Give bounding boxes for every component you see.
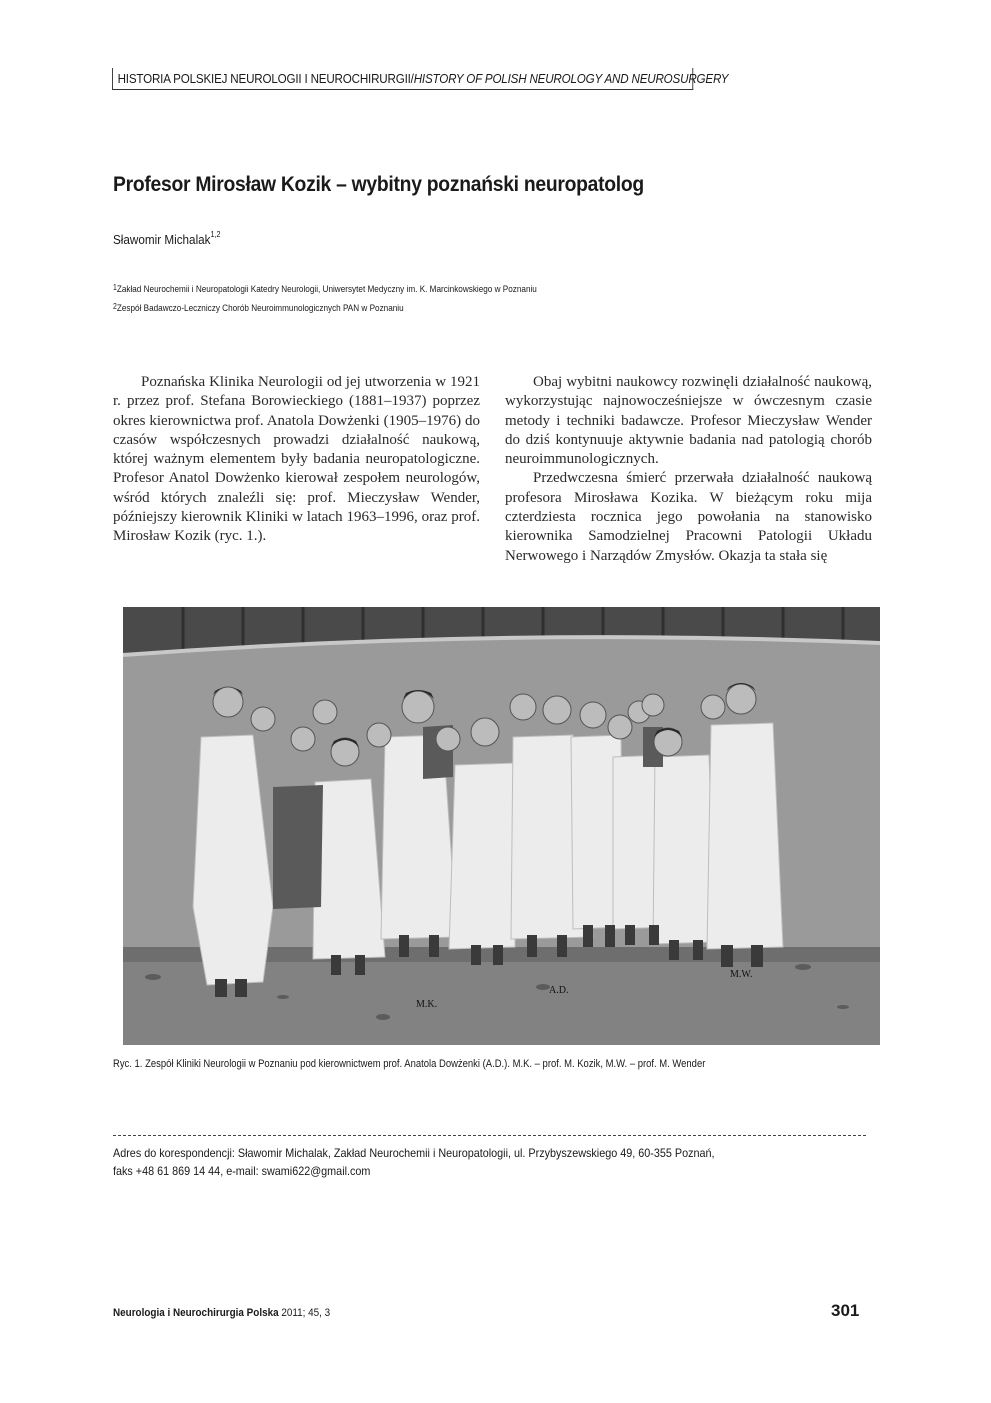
author-name: Sławomir Michalak (113, 232, 211, 247)
header-english: HISTORY OF POLISH NEUROLOGY AND NEUROSURGERY (413, 72, 729, 86)
correspondence-line-2: faks +48 61 869 14 44, e-mail: swami622@gmail.com (113, 1164, 371, 1178)
author-line (113, 232, 221, 247)
affiliations (113, 280, 537, 318)
affiliation-2: $^2$Zespół Badawczo-Leczniczy Chorób Neuroimmunologicznych PAN w Poznaniu (113, 302, 404, 314)
photo-label-mw: M.W. (730, 969, 753, 980)
page-number: 301 (831, 1301, 860, 1320)
correspondence-line-1: Adres do korespondencji: Sławomir Michalak, Zakład Neurochemii i Neuropatologii, ul. Przybyszewskiego 49, 60-355 Poznań, (113, 1146, 715, 1160)
paragraph: Poznańska Klinika Neurologii od jej utworzenia w 1921 r. przez prof. Stefana Borowieckiego (1881–1937) poprzez okres kierownictwa prof. Anatola Dowżenki (1905–1976) do czasów współczesnych prowadzi działalność naukową, której ważnym elementem były badania neuropatologiczne. Profesor Anatol Dowżenko kierował zespołem neurologów, wśród których znaleźli się: prof. Mieczysław Wender, późniejszy kierownik Kliniki w latach 1963–1996, oraz prof. Mirosław Kozik (ryc. 1.). (113, 374, 480, 545)
journal-name: Neurologia i Neurochirurgia Polska (113, 1307, 279, 1319)
author-affiliation-marks: 1,2 (210, 230, 221, 239)
journal-citation (113, 1307, 330, 1319)
paragraph: Obaj wybitni naukowcy rozwinęli działalność naukową, wykorzystując najnowocześniejsze w ówczesnym czasie metody i techniki badawcze. Profesor Mieczysław Wender do dziś kontynuuje aktywnie badania nad patologią chorób neuroimmunologicznych. (505, 374, 872, 468)
article-title: Profesor Mirosław Kozik – wybitny poznański neuropatolog (113, 173, 644, 196)
footnote-divider (113, 1135, 866, 1136)
figure-caption: Ryc. 1. Zespół Kliniki Neurologii w Poznaniu pod kierownictwem prof. Anatola Dowżenki (A.D.). M.K. – prof. M. Kozik, M.W. – prof. M. Wender (113, 1058, 706, 1070)
body-column-right (505, 373, 872, 566)
body-column-left (113, 373, 480, 547)
affiliation-1: $^1$Zakład Neurochemii i Neuropatologii Katedry Neurologii, Uniwersytet Medyczny im. K. Marcinkowskiego w Poznaniu (113, 283, 537, 295)
paragraph: Przedwczesna śmierć przerwała działalność naukową profesora Mirosława Kozika. W bieżącym roku mija czterdziesta rocznica jego powołania na stanowisko kierownika Samodzielnej Pracowni Patologii Układu Nerwowego i Narządów Zmysłów. Okazja ta stała się (505, 470, 872, 564)
running-header (112, 68, 729, 90)
photo-label-ad: A.D. (549, 985, 569, 996)
photo-illustration (123, 607, 880, 1045)
header-polish: HISTORIA POLSKIEJ NEUROLOGII I NEUROCHIRURGII/ (117, 72, 414, 86)
photo-label-mk: M.K. (416, 999, 438, 1010)
journal-issue: 2011; 45, 3 (278, 1307, 331, 1319)
correspondence-address (113, 1144, 715, 1180)
group-photograph (123, 607, 880, 1045)
